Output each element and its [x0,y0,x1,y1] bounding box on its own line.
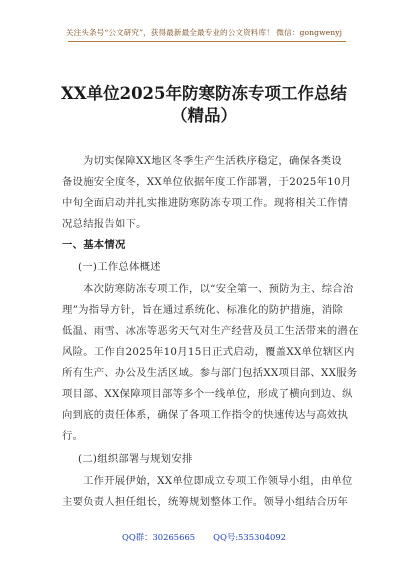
document-subtitle: （精品） [171,106,237,125]
subsection-heading: (二)组织部署与规划安排 [78,453,193,465]
header-rule [68,41,346,42]
section-heading: 一、基本情况 [62,239,126,251]
qq-number-link[interactable]: QQ号:535304092 [213,532,286,542]
qq-group-link[interactable]: QQ群：30265665 [122,532,196,542]
body-paragraph-line: 向到底的责任体系，确保了各项工作指令的快速传达与高效执 [62,409,349,421]
body-paragraph-line: 况总结报告如下。 [62,218,147,230]
body-paragraph-line: 备设施安全度冬，XX单位依据年度工作部署，于2025年10月 [62,176,352,188]
body-paragraph-line: 中旬全面启动并扎实推进防寒防冻专项工作。现将相关工作情 [62,197,349,209]
subsection-heading: (一)工作总体概述 [78,261,161,273]
document-title: XX单位2025年防寒防冻专项工作总结 [60,84,348,103]
body-paragraph-line: 所有生产、办公及生活区域。参与部门包括XX项目部、XX服务 [62,367,358,379]
body-paragraph-line: 工作开展伊始，XX单位即成立专项工作领导小组，由单位 [83,475,353,487]
header-note: 关注头条号“公文研究”，获得最新最全最专业的公文资料库！ 微信：gongwenyj [65,28,343,37]
body-paragraph-line: 低温、雨雪、冰冻等恶劣天气对生产经营及员工生活带来的潜在 [62,325,359,337]
page-footer [0,531,408,543]
body-paragraph-line: 风险。工作自2025年10月15日正式启动，覆盖XX单位辖区内 [62,346,355,358]
body-paragraph-line: 行。 [62,430,84,442]
body-paragraph-line: 为切实保障XX地区冬季生产生活秩序稳定，确保各类设 [83,155,342,167]
body-paragraph-line: 理”为指导方针，旨在通过系统化、标准化的防护措施，消除 [62,304,344,316]
body-paragraph-line: 本次防寒防冻专项工作，以“安全第一、预防为主、综合治 [83,283,354,295]
body-paragraph-line: 主要负责人担任组长，统筹规划整体工作。领导小组结合历年 [62,496,349,508]
body-paragraph-line: 项目部、XX保障项目部等多个一线单位，形成了横向到边、纵 [62,388,353,400]
